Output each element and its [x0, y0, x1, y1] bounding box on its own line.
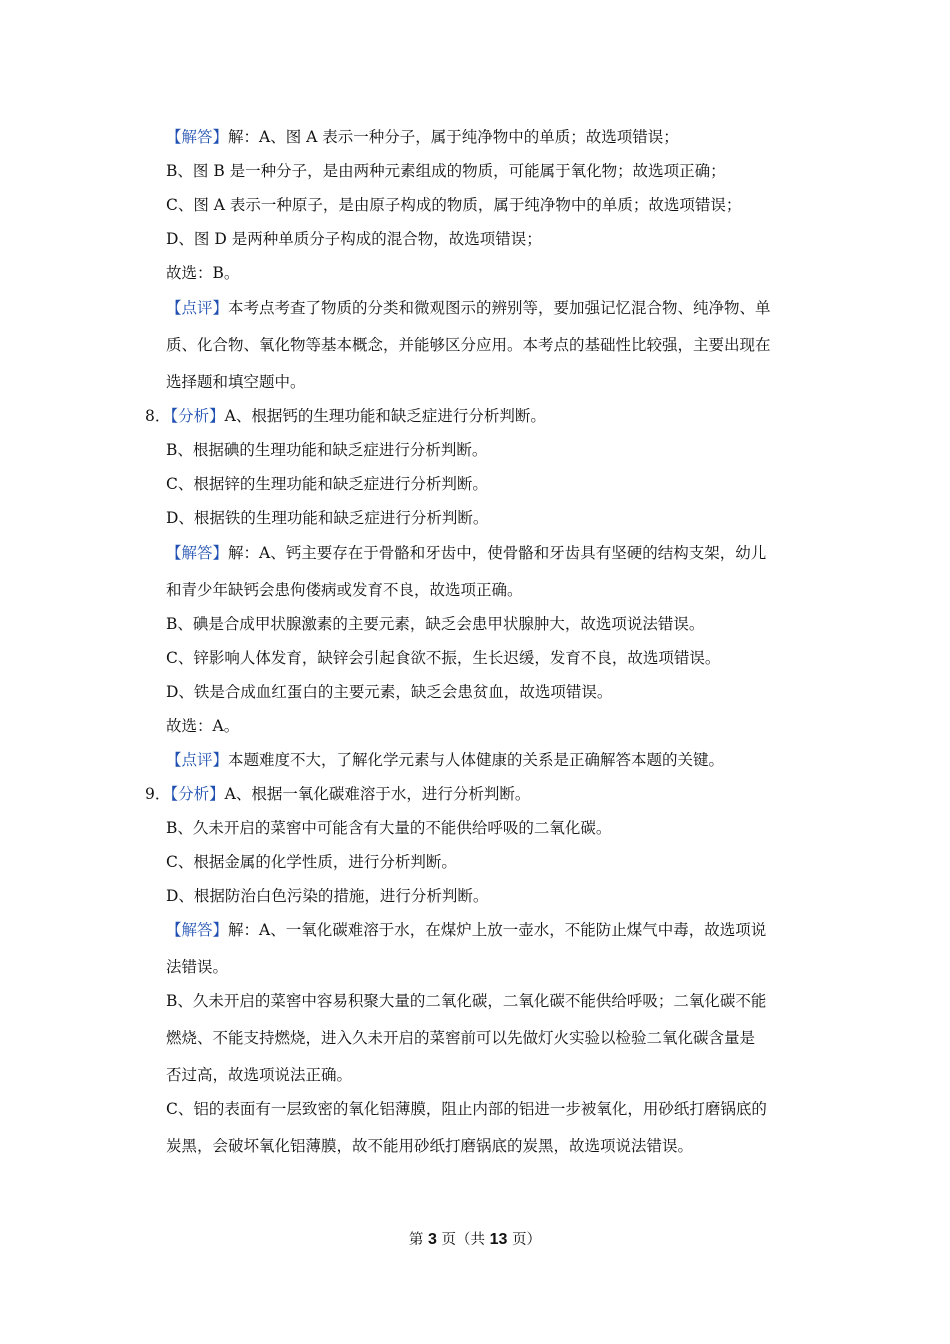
q9-analysis-line: D、根据防治白色污染的措施，进行分析判断。	[166, 887, 489, 905]
answer-tag: 【解答】	[166, 128, 229, 146]
analysis-tag: 【分析】	[170, 785, 225, 803]
q7-answer-line: 【解答】解：A、图 A 表示一种分子，属于纯净物中的单质；故选项错误；	[166, 128, 679, 146]
q9-analysis-line: C、根据金属的化学性质，进行分析判断。	[166, 853, 457, 871]
q8-comment-line: 【点评】本题难度不大，了解化学元素与人体健康的关系是正确解答本题的关键。	[166, 751, 725, 769]
q9-answer-line: 燃烧、不能支持燃烧，进入久未开启的菜窖前可以先做灯火实验以检验二氧化碳含量是	[166, 1029, 756, 1047]
q7-comment-line: 【点评】本考点考查了物质的分类和微观图示的辨别等，要加强记忆混合物、纯净物、单	[166, 299, 771, 317]
page-total: 13	[489, 1231, 508, 1248]
q9-answer-line: 否过高，故选项说法正确。	[166, 1066, 353, 1084]
q7-comment-line: 质、化合物、氧化物等基本概念，并能够区分应用。本考点的基础性比较强，主要出现在	[166, 336, 771, 354]
comment-tag: 【点评】	[166, 299, 229, 317]
q7-answer-line: C、图 A 表示一种原子，是由原子构成的物质，属于纯净物中的单质；故选项错误；	[166, 196, 742, 214]
q8-analysis-line: 8．【分析】A、根据钙的生理功能和缺乏症进行分析判断。	[145, 407, 546, 425]
q9-answer-line: 炭黑，会破坏氧化铝薄膜，故不能用砂纸打磨锅底的炭黑，故选项说法错误。	[166, 1137, 694, 1155]
q8-answer-line: 和青少年缺钙会患佝偻病或发育不良，故选项正确。	[166, 581, 523, 599]
page-number: 3	[428, 1231, 437, 1248]
answer-tag: 【解答】	[166, 544, 229, 562]
q8-answer-line: C、锌影响人体发育，缺锌会引起食欲不振，生长迟缓，发育不良，故选项错误。	[166, 649, 721, 667]
page-footer: 第 3 页（共 13 页）	[408, 1231, 542, 1248]
q8-analysis-line: B、根据碘的生理功能和缺乏症进行分析判断。	[166, 441, 488, 459]
q7-answer-line: D、图 D 是两种单质分子构成的混合物，故选项错误；	[166, 230, 542, 248]
q7-comment-line: 选择题和填空题中。	[166, 373, 306, 391]
q8-answer-line: 故选：A。	[166, 717, 240, 735]
q9-analysis-line: 9．【分析】A、根据一氧化碳难溶于水，进行分析判断。	[145, 785, 531, 803]
comment-tag: 【点评】	[166, 751, 229, 769]
q9-answer-line: 【解答】解：A、一氧化碳难溶于水，在煤炉上放一壶水，不能防止煤气中毒，故选项说	[166, 921, 767, 939]
answer-tag: 【解答】	[166, 921, 229, 939]
q7-answer-line: 故选：B。	[166, 264, 240, 282]
q8-analysis-line: C、根据锌的生理功能和缺乏症进行分析判断。	[166, 475, 488, 493]
q9-answer-line: 法错误。	[166, 958, 229, 976]
question-number: 9．	[145, 785, 171, 803]
q8-analysis-line: D、根据铁的生理功能和缺乏症进行分析判断。	[166, 509, 489, 527]
q9-answer-line: B、久未开启的菜窖中容易积聚大量的二氧化碳，二氧化碳不能供给呼吸；二氧化碳不能	[166, 992, 767, 1010]
q9-answer-line: C、铝的表面有一层致密的氧化铝薄膜，阻止内部的铝进一步被氧化，用砂纸打磨锅底的	[166, 1100, 767, 1118]
q7-answer-line: B、图 B 是一种分子，是由两种元素组成的物质，可能属于氧化物；故选项正确；	[166, 162, 726, 180]
question-number: 8．	[145, 407, 171, 425]
q8-answer-line: B、碘是合成甲状腺激素的主要元素，缺乏会患甲状腺肿大，故选项说法错误。	[166, 615, 705, 633]
q8-answer-line: D、铁是合成血红蛋白的主要元素，缺乏会患贫血，故选项错误。	[166, 683, 613, 701]
analysis-tag: 【分析】	[170, 407, 225, 425]
q8-answer-line: 【解答】解：A、钙主要存在于骨骼和牙齿中，使骨骼和牙齿具有坚硬的结构支架，幼儿	[166, 544, 767, 562]
q9-analysis-line: B、久未开启的菜窖中可能含有大量的不能供给呼吸的二氧化碳。	[166, 819, 612, 837]
